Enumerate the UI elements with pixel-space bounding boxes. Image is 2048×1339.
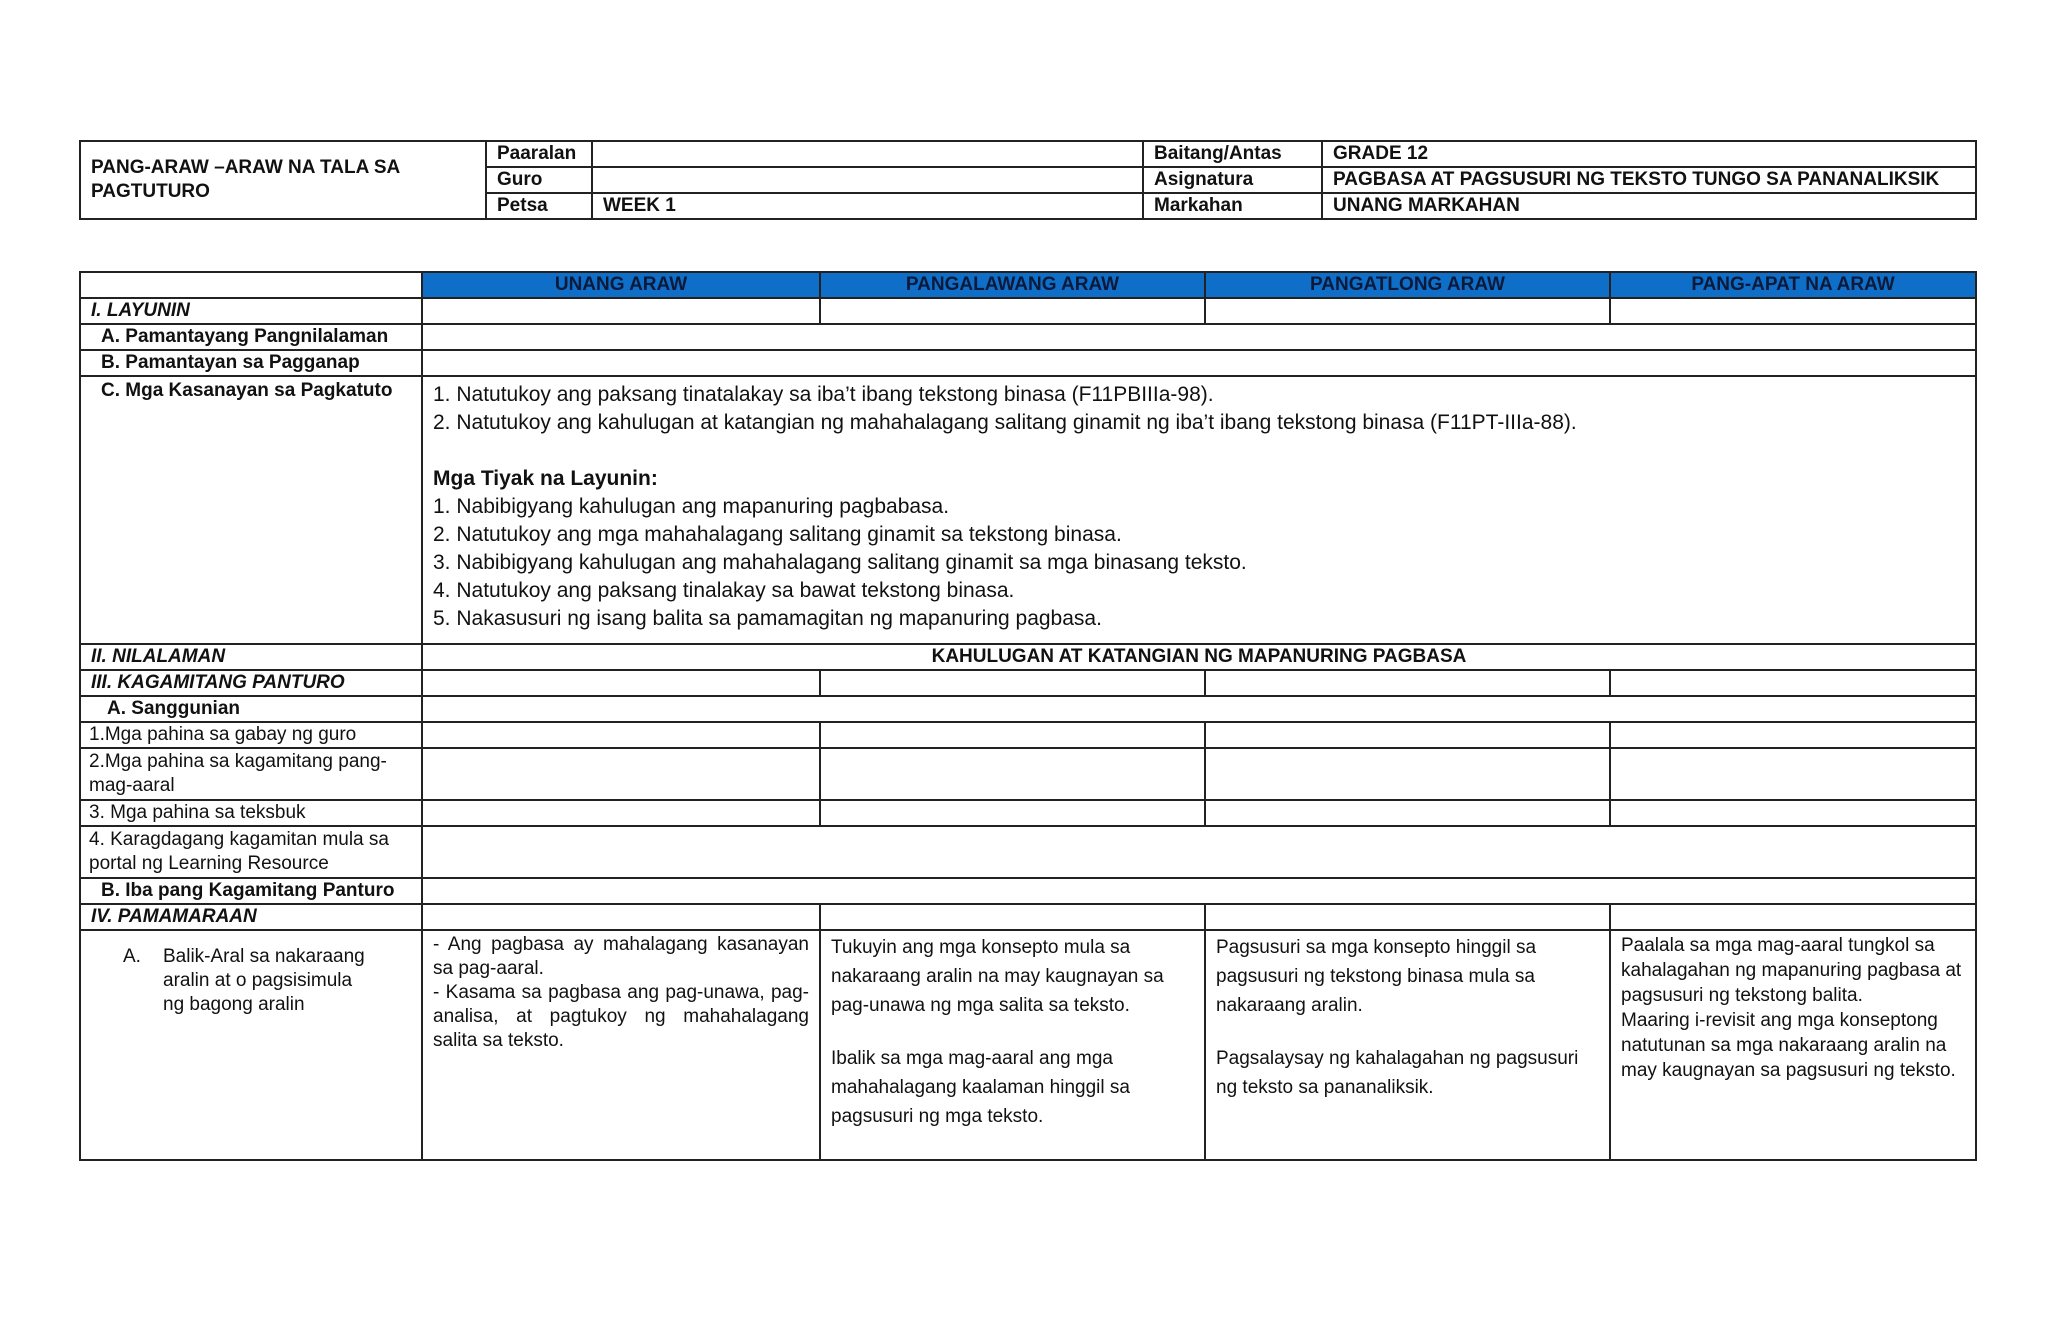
markahan-value: UNANG MARKAHAN [1322,193,1976,219]
tiyak-item: 5. Nakasusuri ng isang balita sa pamamagitan ng mapanuring pagbasa. [433,607,1102,630]
balik-aral-letter: A. [123,946,141,967]
layunin-label: I. LAYUNIN [80,298,422,324]
day3-para-2: Pagsalaysay ng kahalagahan ng pagsusuri ng teksto sa pananaliksik. [1216,1048,1579,1098]
tiyak-heading: Mga Tiyak na Layunin: [433,467,658,490]
paaralan-label: Paaralan [486,141,592,167]
sanggunian-label: A. Sanggunian [80,696,422,722]
tiyak-item: 1. Nabibigyang kahulugan ang mapanuring pagbabasa. [433,495,950,518]
gabay-label: 1.Mga pahina sa gabay ng guro [80,722,422,748]
day2-para-1: Tukuyin ang mga konsepto mula sa nakaraang aralin na may kaugnayan sa pag-unawa ng mga salita sa teksto. [831,937,1164,1016]
day4-para-1: Paalala sa mga mag-aaral tungkol sa kahalagahan ng mapanuring pagbasa at pagsusuri ng tekstong balita. [1621,935,1962,1006]
kagamitan-label: III. KAGAMITANG PANTURO [80,670,422,696]
lesson-log-title: PANG-ARAW –ARAW NA TALA SA PAGTUTURO [80,141,486,219]
balik-aral-label: Balik-Aral sa nakaraang aralin at o pagsisimula ng bagong aralin [163,946,365,1015]
day-header-4: PANG-APAT NA ARAW [1610,272,1976,298]
day1-line: - Kasama sa pagbasa ang pag-unawa, pag-analisa, at pagtukoy ng mahahalagang salita sa teksto. [433,982,809,1051]
markahan-label: Markahan [1143,193,1322,219]
header-table [79,140,1977,220]
baitang-value: GRADE 12 [1322,141,1976,167]
day-header-3: PANGATLONG ARAW [1205,272,1610,298]
day3-para-1: Pagsusuri sa mga konsepto hinggil sa pagsusuri ng tekstong binasa mula sa nakaraang aralin. [1216,937,1537,1016]
nilalaman-value: KAHULUGAN AT KATANGIAN NG MAPANURING PAGBASA [422,644,1976,670]
kasanayan-content [422,376,1976,644]
tiyak-item: 2. Natutukoy ang mga mahahalagang salitang ginamit sa tekstong binasa. [433,523,1122,546]
kasanayan-item: 2. Natutukoy ang kahulugan at katangian ng mahahalagang salitang ginamit ng iba’t ibang tekstong binasa (F11PT-IIIa-88). [433,411,1577,434]
kasanayan-item: 1. Natutukoy ang paksang tinatalakay sa iba’t ibang tekstong binasa (F11PBIIIa-98). [433,383,1214,406]
balik-aral-day1 [422,930,820,1160]
pamamaraan-label: IV. PAMAMARAAN [80,904,422,930]
petsa-label: Petsa [486,193,592,219]
day-header-2: PANGALAWANG ARAW [820,272,1205,298]
asignatura-value: PAGBASA AT PAGSUSURI NG TEKSTO TUNGO SA PANANALIKSIK [1322,167,1976,193]
corner-cell [80,272,422,298]
tiyak-item: 3. Nabibigyang kahulugan ang mahahalagang salitang ginamit sa mga binasang teksto. [433,551,1247,574]
petsa-value: WEEK 1 [592,193,1143,219]
balik-aral-day4 [1610,930,1976,1160]
paaralan-value [592,141,1143,167]
balik-aral-day2 [820,930,1205,1160]
karagdagang-label: 4. Karagdagang kagamitan mula sa portal ng Learning Resource [80,826,422,878]
baitang-label: Baitang/Antas [1143,141,1322,167]
day4-para-2: Maaring i-revisit ang mga konseptong natutunan sa mga nakaraang aralin na may kaugnayan sa pagsusuri ng teksto. [1621,1010,1956,1081]
kasanayan-label: C. Mga Kasanayan sa Pagkatuto [80,376,422,644]
balik-aral-label-cell [80,930,422,1160]
teksbuk-label: 3. Mga pahina sa teksbuk [80,800,422,826]
guro-value [592,167,1143,193]
pagganap-label: B. Pamantayan sa Pagganap [80,350,422,376]
asignatura-label: Asignatura [1143,167,1322,193]
day-header-1: UNANG ARAW [422,272,820,298]
guro-label: Guro [486,167,592,193]
nilalaman-label: II. NILALAMAN [80,644,422,670]
day1-line: - Ang pagbasa ay mahalagang kasanayan sa pag-aaral. [433,934,809,979]
pangnilalaman-label: A. Pamantayang Pangnilalaman [80,324,422,350]
kagamitang-pang-label: 2.Mga pahina sa kagamitang pang-mag-aaral [80,748,422,800]
lesson-plan-table [79,271,1977,1161]
iba-pang-label: B. Iba pang Kagamitang Panturo [80,878,422,904]
balik-aral-day3 [1205,930,1610,1160]
day2-para-2: Ibalik sa mga mag-aaral ang mga mahahalagang kaalaman hinggil sa pagsusuri ng mga teksto. [831,1048,1130,1127]
tiyak-item: 4. Natutukoy ang paksang tinalakay sa bawat tekstong binasa. [433,579,1015,602]
